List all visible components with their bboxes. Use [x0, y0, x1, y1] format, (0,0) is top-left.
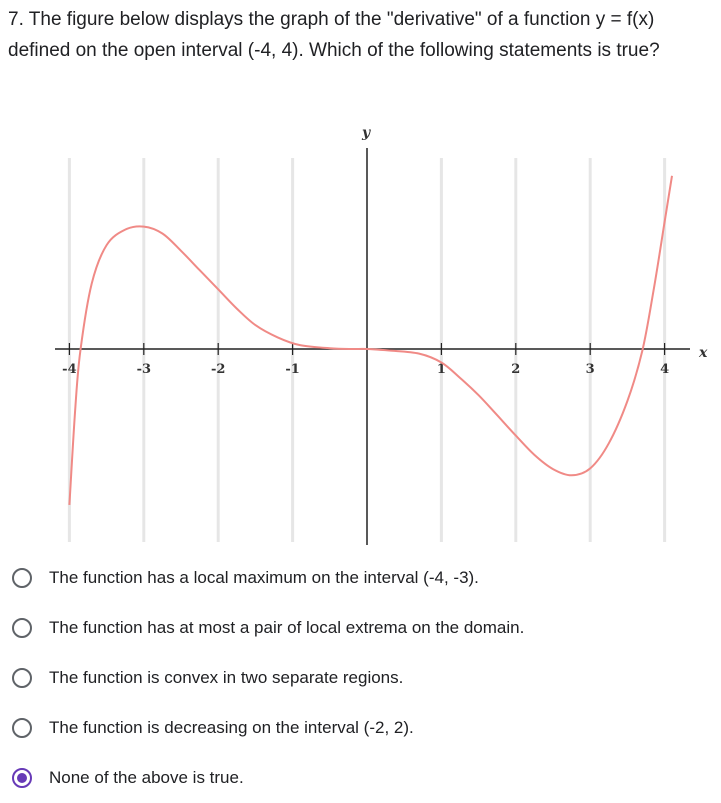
x-tick-label: 4 [660, 362, 670, 377]
x-tick-label: 1 [436, 362, 446, 377]
question-text: 7. The figure below displays the graph of the "derivative" of a function y = f(x) defined on the open interval (-4, 4). Which of the following statements is true? [8, 9, 660, 61]
x-tick-label: -4 [62, 362, 77, 377]
radio-button[interactable] [12, 618, 32, 638]
option-label: The function has a local maximum on the interval (-4, -3). [49, 568, 479, 587]
radio-button[interactable] [12, 568, 32, 588]
x-tick-label: 3 [585, 362, 595, 377]
radio-button-selected[interactable] [12, 768, 32, 788]
radio-button[interactable] [12, 718, 32, 738]
series-line [69, 176, 672, 505]
option-2[interactable] [12, 603, 702, 653]
y-axis-label: y [362, 125, 371, 141]
option-3[interactable] [12, 653, 702, 703]
option-5[interactable] [12, 753, 702, 803]
x-tick-label: -3 [136, 362, 152, 377]
x-tick-label: 2 [511, 362, 521, 377]
x-tick-label: -2 [210, 362, 226, 377]
option-1[interactable] [12, 553, 702, 603]
option-label: The function is decreasing on the interval (-2, 2). [49, 718, 414, 737]
option-4[interactable] [12, 703, 702, 753]
x-axis-label: x [699, 345, 708, 361]
radio-button[interactable] [12, 668, 32, 688]
option-label: None of the above is true. [49, 768, 244, 787]
axes [55, 148, 690, 545]
x-tick-label: -1 [285, 362, 300, 377]
option-label: The function is convex in two separate regions. [49, 668, 404, 687]
option-label: The function has at most a pair of local extrema on the domain. [49, 618, 525, 637]
